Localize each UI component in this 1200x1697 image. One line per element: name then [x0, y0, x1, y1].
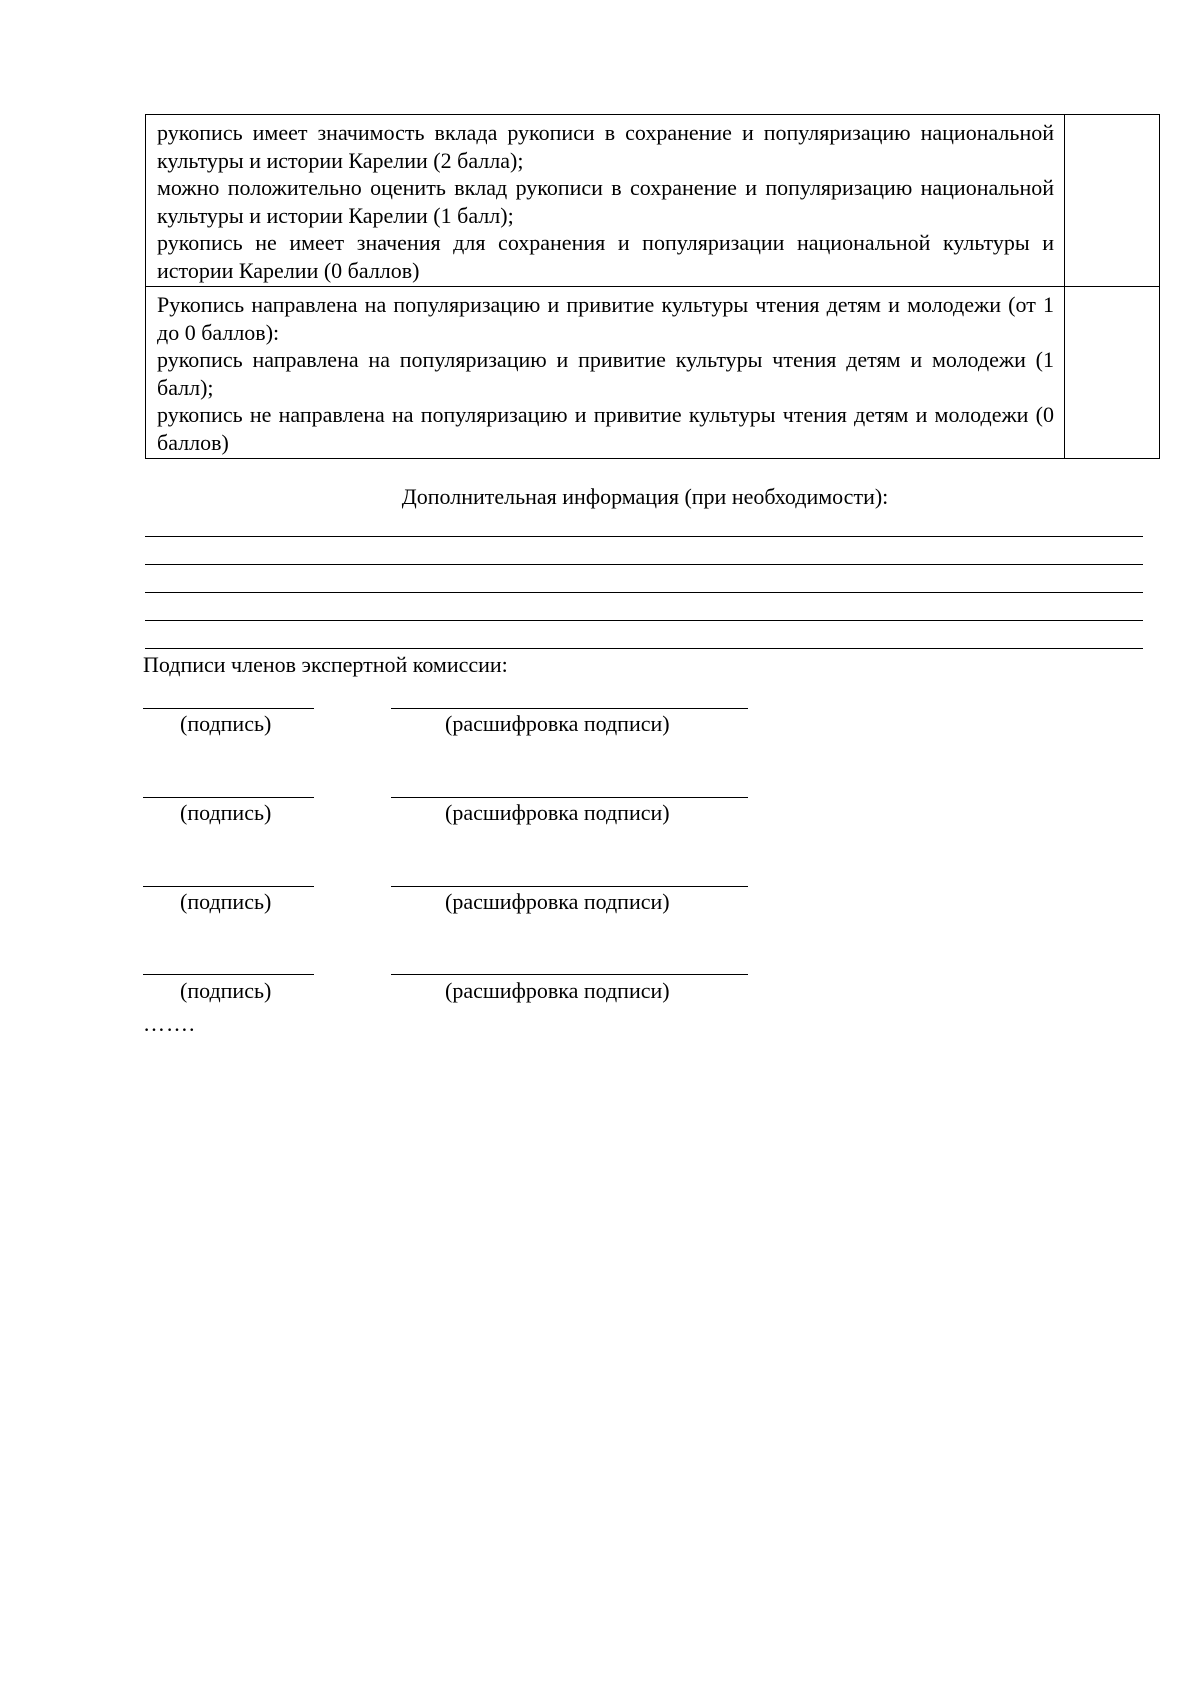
signature-decoding-line[interactable] [391, 886, 748, 887]
criteria-row-reading-culture [146, 287, 1160, 459]
signature-decoding-line[interactable] [391, 797, 748, 798]
signature-line[interactable] [143, 886, 314, 887]
continuation-ellipsis: ……. [143, 1011, 196, 1036]
signatures-heading: Подписи членов экспертной комиссии: [143, 652, 508, 677]
signature-decoding-caption: (расшифровка подписи) [445, 711, 670, 736]
signature-caption: (подпись) [180, 889, 272, 914]
additional-info-line[interactable] [145, 648, 1143, 649]
criteria-description [146, 115, 1065, 287]
criteria-row-culture-contribution [146, 115, 1160, 287]
signature-decoding-caption: (расшифровка подписи) [445, 978, 670, 1003]
criteria-line: можно положительно оценить вклад рукописи в сохранение и популяризацию национальной культуры и истории Карелии (1 балл); [157, 175, 1054, 228]
score-cell[interactable] [1065, 287, 1160, 459]
score-cell[interactable] [1065, 115, 1160, 287]
additional-info-line[interactable] [145, 564, 1143, 565]
signature-decoding-caption: (расшифровка подписи) [445, 800, 670, 825]
signature-line[interactable] [143, 974, 314, 975]
signature-decoding-line[interactable] [391, 974, 748, 975]
signature-line[interactable] [143, 797, 314, 798]
criteria-line: рукопись имеет значимость вклада рукописи в сохранение и популяризацию национальной культуры и истории Карелии (2 балла); [157, 120, 1054, 173]
signature-caption: (подпись) [180, 711, 272, 736]
signature-decoding-caption: (расшифровка подписи) [445, 889, 670, 914]
criteria-line: рукопись не направлена на популяризацию и привитие культуры чтения детям и молодежи (0 баллов) [157, 402, 1054, 455]
signature-decoding-line[interactable] [391, 708, 748, 709]
additional-info-line[interactable] [145, 536, 1143, 537]
criteria-description [146, 287, 1065, 459]
additional-info-line[interactable] [145, 592, 1143, 593]
criteria-line: Рукопись направлена на популяризацию и привитие культуры чтения детям и молодежи (от 1 до 0 баллов): [157, 292, 1054, 345]
signature-caption: (подпись) [180, 978, 272, 1003]
additional-info-heading: Дополнительная информация (при необходимости): [401, 484, 889, 509]
criteria-table [145, 114, 1160, 459]
signature-line[interactable] [143, 708, 314, 709]
criteria-line: рукопись не имеет значения для сохранения и популяризации национальной культуры и истории Карелии (0 баллов) [157, 230, 1054, 283]
signature-caption: (подпись) [180, 800, 272, 825]
additional-info-line[interactable] [145, 620, 1143, 621]
criteria-line: рукопись направлена на популяризацию и привитие культуры чтения детям и молодежи (1 балл); [157, 347, 1054, 400]
